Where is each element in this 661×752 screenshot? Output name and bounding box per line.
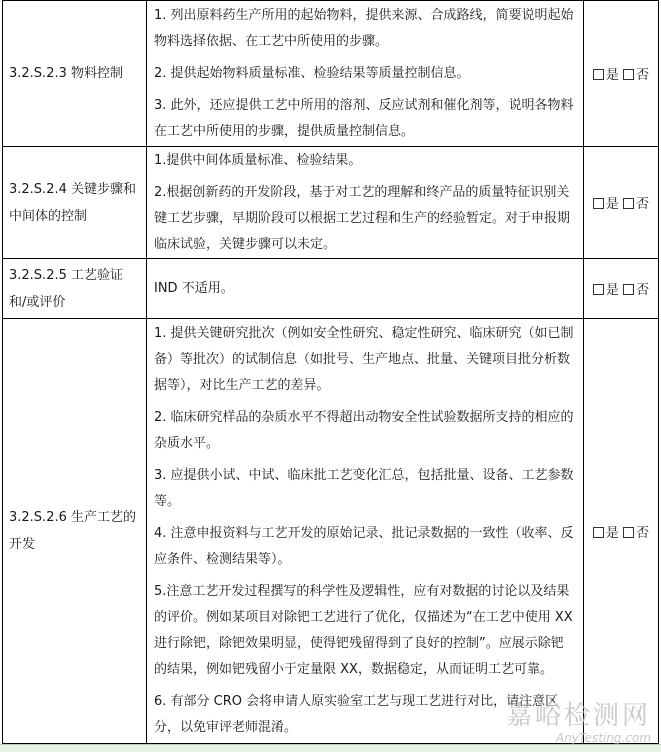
requirements-cell <box>147 147 584 259</box>
yes-no-cell <box>584 147 659 259</box>
yes-checkbox[interactable]: 是 <box>593 197 619 212</box>
requirement-item: 6. 有部分 CRO 会将申请人原实验室工艺与现工艺进行对比，请注意区分，以免审评老师混淆。 <box>154 694 559 735</box>
requirement-item: 3. 应提供小试、中试、临床批工艺变化汇总，包括批量、设备、工艺参数等。 <box>154 468 574 509</box>
section-name-cell: 3.2.S.2.3 物料控制 <box>3 1 147 147</box>
watermark <box>506 701 651 745</box>
yes-checkbox[interactable]: 是 <box>593 526 619 541</box>
yes-no-cell <box>584 319 659 744</box>
requirement-item: 3. 此外，还应提供工艺中所用的溶剂、反应试剂和催化剂等，说明各物料在工艺中所使用的步骤，提供质量控制信息。 <box>154 97 574 139</box>
requirement-item: IND 不适用。 <box>154 280 234 296</box>
no-checkbox[interactable]: 否 <box>623 197 649 212</box>
watermark-text: 嘉峪检测网 <box>505 701 651 731</box>
table-row <box>3 147 659 259</box>
section-name-cell: 3.2.S.2.5 工艺验证和/或评价 <box>3 259 147 319</box>
requirements-cell <box>147 1 584 147</box>
requirement-item: 2. 提供起始物料质量标准、检验结果等质量控制信息。 <box>154 65 470 81</box>
checkbox-icon <box>593 198 604 209</box>
requirements-cell <box>147 259 584 319</box>
checkbox-icon <box>623 198 634 209</box>
review-checklist-table <box>2 0 659 744</box>
yes-no-cell <box>584 1 659 147</box>
requirement-item: 2. 临床研究样品的杂质水平不得超出动物安全性试验数据所支持的相应的杂质水平。 <box>154 410 574 451</box>
requirement-item: 5.注意工艺开发过程撰写的科学性及逻辑性，应有对数据的讨论以及结果的评价。例如某项目对除钯工艺进行了优化，仅描述为“在工艺中使用 XX 进行除钯，除钯效果明显，使得钯残留得到了良好的控制”。应展示除钯的结果，例如钯残留小于定量限 XX，数据稳定，从而证明工艺可靠。 <box>154 584 573 677</box>
yes-no-cell <box>584 259 659 319</box>
watermark-url: AnyTesting.com <box>555 731 651 745</box>
requirement-item: 2.根据创新药的开发阶段，基于对工艺的理解和终产品的质量特征识别关键工艺步骤，早期阶段可以根据工艺过程和生产的经验暂定。对于申报期临床试验，关键步骤可以未定。 <box>154 184 571 252</box>
yes-checkbox[interactable]: 是 <box>593 68 619 83</box>
requirement-item: 1. 列出原料药生产所用的起始物料，提供来源、合成路线，简要说明起始物料选择依据、在工艺中所使用的步骤。 <box>154 7 574 49</box>
checkbox-icon <box>593 69 604 80</box>
requirement-item: 1. 提供关键研究批次（例如安全性研究、稳定性研究、临床研究（如已制备）等批次）的试制信息（如批号、生产地点、批量、关键项目批分析数据等），对比生产工艺的差异。 <box>154 326 574 393</box>
checkbox-icon <box>623 69 634 80</box>
no-checkbox[interactable]: 否 <box>623 526 649 541</box>
no-checkbox[interactable]: 否 <box>623 283 649 298</box>
checkbox-icon <box>623 284 634 295</box>
section-name-cell: 3.2.S.2.6 生产工艺的开发 <box>3 319 147 744</box>
requirement-item: 1.提供中间体质量标准、检验结果。 <box>154 152 362 168</box>
checkbox-icon <box>623 527 634 538</box>
no-checkbox[interactable]: 否 <box>623 68 649 83</box>
requirements-cell <box>147 319 584 744</box>
yes-checkbox[interactable]: 是 <box>593 283 619 298</box>
table-row <box>3 1 659 147</box>
table-row <box>3 319 659 744</box>
section-name-cell: 3.2.S.2.4 关键步骤和中间体的控制 <box>3 147 147 259</box>
checkbox-icon <box>593 284 604 295</box>
checkbox-icon <box>593 527 604 538</box>
requirement-item: 4. 注意申报资料与工艺开发的原始记录、批记录数据的一致性（收率、反应条件、检测结果等）。 <box>154 526 574 567</box>
table-row <box>3 259 659 319</box>
